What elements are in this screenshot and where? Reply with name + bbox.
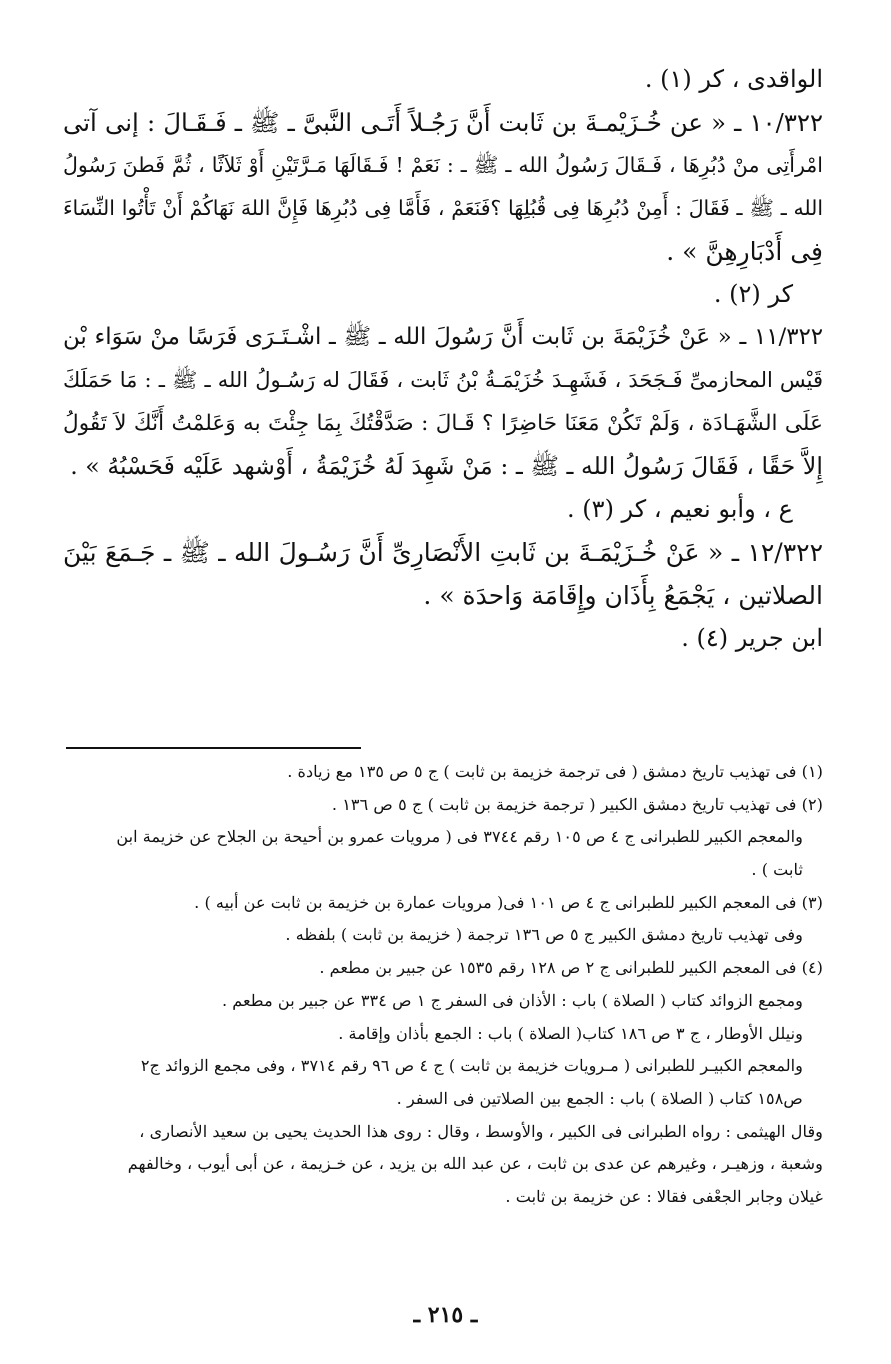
footnote-line: (٤) فى المعجم الكبير للطبرانى ج ٢ ص ١٢٨ رقم ١٥٣٥ عن جبير بن مطعم . (319, 958, 823, 978)
page-number: ـ ٢١٥ ـ (413, 1302, 478, 1328)
footnote-line: (١) فى تهذيب تاريخ دمشق ( فى ترجمة خزيمة بن ثابت ) ج ٥ ص ١٣٥ مع زيادة . (287, 762, 823, 781)
hadith-line: ١٠/٣٢٢ ـ « عن خُـزَيْمـةَ بن ثَابت أَنَّ رَجُـلاً أَتَـى النَّبىَّ ـ ﷺ ـ فَـقَـالَ : إنى آتى (63, 108, 823, 137)
hadith-line: قَيْس المحازمىِّ فَـجَحَدَ ، فَشَهِـدَ خُزَيْمَـةُ بْنُ ثَابت ، فَقَالَ له رَسُـولُ الله ـ ﷺ ـ : مَا حَمَلَكَ (63, 368, 823, 392)
footnote-line: والمعجم الكبير للطبرانى ج ٤ ص ١٠٥ رقم ٣٧٤٤ فى ( مرويات عمرو بن أحيحة بن الجلاح عن خزيمة ابن (116, 827, 803, 847)
footnote-line: (٣) فى المعجم الكبير للطبرانى ج ٤ ص ١٠١ فى( مرويات عمارة بن خزيمة بن ثابت عن أبيه ) . (194, 892, 823, 912)
footnote-line: ثابت ) . (751, 860, 803, 880)
footnote-line: ومجمع الزوائد كتاب ( الصلاة ) باب : الأذان فى السفر ج ١ ص ٣٣٤ عن جبير بن مطعم . (221, 990, 803, 1010)
footnote-line: وشعبة ، وزهيـر ، وغيرهم عن عدى بن ثابت ، عن عبد الله بن يزيد ، عن خـزيمة ، عن أبى أيوب ، وخالفهم (127, 1154, 823, 1174)
footnotes (63, 758, 823, 1216)
source-line: ع ، وأبو نعيم ، كر (٣) . (567, 495, 793, 523)
footnote-line: ص١٥٨ كتاب ( الصلاة ) باب : الجمع بين الصلاتين فى السفر . (396, 1088, 803, 1108)
source-line: ابن جرير (٤) . (681, 624, 823, 652)
footnote-line: وقال الهيثمى : رواه الطبرانى فى الكبير ، والأوسط ، وقال : روى هذا الحديث يحيى بن سعيد الأنصارى ، (139, 1121, 823, 1141)
hadith-line: عَلَى الشَّهَـادَة ، وَلَمْ تَكُنْ مَعَنَا حَاضِرًا ؟ قَـالَ : صَدَّقْتُكَ بِمَا جِئْتَ به وَعَلمْتُ أَنَّكَ لاَ تَقُولُ (63, 411, 823, 436)
footnote-line: (٢) فى تهذيب تاريخ دمشق الكبير ( ترجمة خزيمة بن ثابت ) ج ٥ ص ١٣٦ . (331, 794, 823, 814)
source-line: كر (٢) . (713, 280, 793, 308)
hadith-line: ١١/٣٢٢ ـ « عَنْ خُزَيْمَةَ بن ثَابت أَنَّ رَسُولَ الله ـ ﷺ ـ اشْـتَـرَى فَرَسًا منْ سَوَاء بْن (63, 324, 823, 350)
hadith-line: إِلاَّ حَقًا ، فَقَالَ رَسُولُ الله ـ ﷺ ـ : مَنْ شَهِدَ لَهُ خُزَيْمَةُ ، أَوْشهد عَلَيْه فَحَسْبُهُ » . (70, 452, 823, 480)
footnote-separator (66, 747, 361, 749)
hadith-line: ١٢/٣٢٢ ـ « عَنْ خُـزَيْمَـةَ بن ثَابتِ الأَنْصَارِىِّ أَنَّ رَسُـولَ الله ـ ﷺ ـ جَـمَعَ بَيْنَ (63, 538, 823, 567)
footnote-line: غيلان وجابر الجعْفى فقالا : عن خزيمة بن ثابت . (505, 1186, 823, 1206)
hadith-line: فِى أَدْبَارِهِنَّ » . (666, 237, 823, 266)
hadith-line: امْرأَتِى منْ دُبُرِهَا ، فَـقَالَ رَسُولُ الله ـ ﷺ ـ : نَعَمْ ! فَـقَالَهَا مَـرَّتَيْنِ أَوْ ثَلاَثًا ، ثُمَّ فَطنَ رَسُولُ (63, 153, 823, 177)
footnote-line: وفى تهذيب تاريخ دمشق الكبير ج ٥ ص ١٣٦ ترجمة ( خزيمة بن ثابت ) بلفظه . (285, 925, 803, 945)
hadith-line: الله ـ ﷺ ـ فَقَالَ : أَمِنْ دُبُرِهَا فِى قُبُلِهَا ؟فَنَعَمْ ، فَأَمَّا فِى دُبُرِهَا فَإِنَّ اللهَ نَهَاكُمْ أَنْ تَأْتُوا النِّسَاءَ (63, 196, 823, 220)
source-line: الواقدى ، كر (١) . (644, 65, 823, 93)
hadith-line: الصلاتين ، يَجْمَعُ بِأَذَان وإِقَامَة وَاحدَة » . (423, 581, 823, 610)
main-text (63, 60, 823, 662)
footnote-line: ونيلل الأوطار ، ج ٣ ص ١٨٦ كتاب( الصلاة ) باب : الجمع بأذان وإقامة . (338, 1023, 803, 1043)
footnote-line: والمعجم الكبيـر للطبرانى ( مـرويات خزيمة بن ثابت ) ج ٤ ص ٩٦ رقم ٣٧١٤ ، وفى مجمع الزوائد ج٢ (140, 1056, 803, 1076)
